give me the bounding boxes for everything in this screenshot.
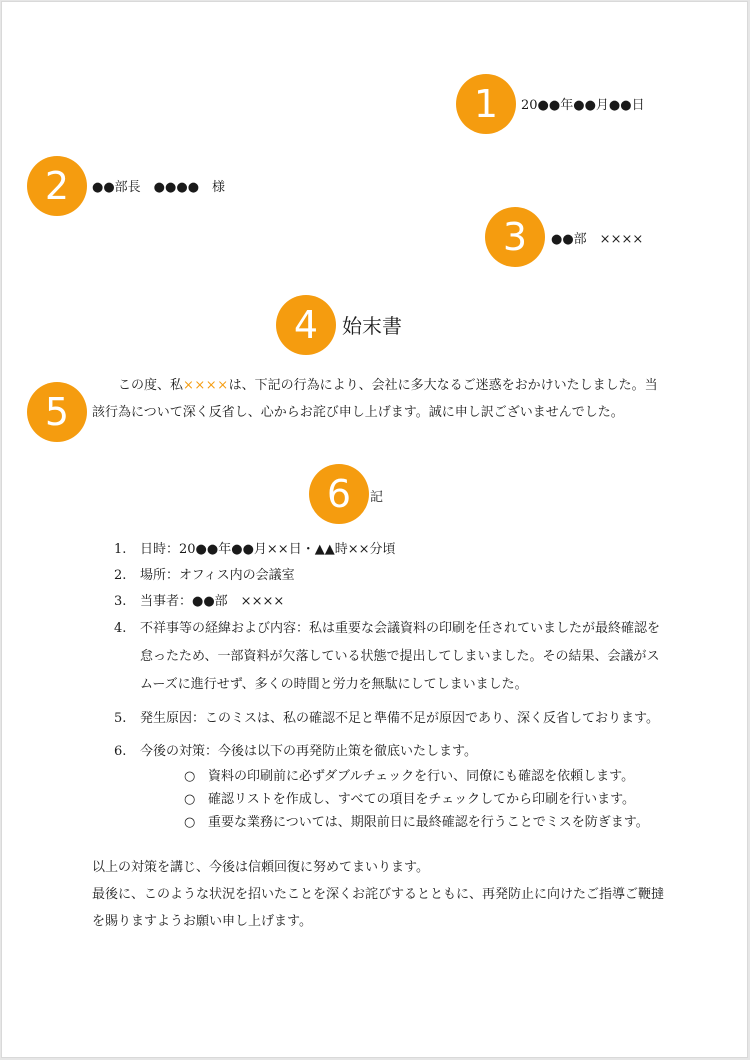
recipient: ●●部長 ●●●● 様 (92, 180, 226, 195)
circle-bullet-icon: ○ (184, 769, 196, 784)
badge-1: 1 (456, 74, 516, 134)
list-item (114, 615, 664, 699)
item-number: 3. (114, 594, 127, 609)
badge-3: 3 (485, 207, 545, 267)
measure-text: 確認リストを作成し、すべての項目をチェックしてから印刷を行います。 (208, 792, 636, 807)
list-item (114, 589, 664, 615)
document-title: 始末書 (342, 314, 402, 338)
closing-text (92, 854, 667, 935)
ki-heading: 記 (370, 490, 384, 505)
badge-5: 5 (27, 382, 87, 442)
item-text: 今後の対策：今後は以下の再発防止策を徹底いたします。 (140, 744, 477, 759)
item-text: 日時：20●●年●●月××日・▲▲時××分頃 (140, 542, 396, 557)
list-item (114, 705, 664, 733)
body-text-after: は、下記の行為により、会社に多大なるご迷惑をおかけいたしました。当該行為について深く反省し、心からお詫び申し上げます。誠に申し訳ございませんでした。 (92, 378, 658, 420)
measure-item (184, 765, 664, 788)
list-item (114, 739, 664, 834)
circle-bullet-icon: ○ (184, 815, 196, 830)
item-number: 6. (114, 744, 127, 759)
item-text: 不祥事等の経緯および内容：私は重要な会議資料の印刷を任されていましたが最終確認を怠ったため、一部資料が欠落している状態で提出してしまいました。その結果、会議がスムーズに進行せず、多くの時間と労力を無駄にしてしまいました。 (140, 621, 661, 692)
item-text: 場所：オフィス内の会議室 (140, 568, 295, 583)
sender: ●●部 ×××× (551, 232, 644, 247)
list-item (114, 563, 664, 589)
badge-4: 4 (276, 295, 336, 355)
measure-text: 重要な業務については、期限前日に最終確認を行うことでミスを防ぎます。 (208, 815, 649, 830)
measure-text: 資料の印刷前に必ずダブルチェックを行い、同僚にも確認を依頼します。 (208, 769, 635, 784)
measures-list (140, 765, 664, 834)
body-text-before: この度、私 (118, 378, 184, 393)
badge-2: 2 (27, 156, 87, 216)
item-text: 発生原因：このミスは、私の確認不足と準備不足が原因であり、深く反省しております。 (140, 711, 659, 726)
badge-6: 6 (309, 464, 369, 524)
measure-item (184, 811, 664, 834)
closing-line-2: 最後に、このような状況を招いたことを深くお詫びするとともに、再発防止に向けたご指導ご鞭撻を賜りますようお願い申し上げます。 (92, 887, 665, 929)
circle-bullet-icon: ○ (184, 792, 196, 807)
date: 20●●年●●月●●日 (521, 98, 645, 113)
item-number: 4. (114, 621, 127, 636)
closing-line-1: 以上の対策を講じ、今後は信頼回復に努めてまいります。 (92, 860, 429, 875)
details-list (114, 537, 664, 834)
highlighted-name: ×××× (183, 378, 229, 393)
item-text: 当事者：●●部 ×××× (140, 594, 285, 609)
measure-item (184, 788, 664, 811)
item-number: 2. (114, 568, 127, 583)
body-paragraph (92, 372, 662, 426)
document-page (1, 1, 748, 1058)
item-number: 5. (114, 711, 127, 726)
item-number: 1. (114, 542, 127, 557)
list-item (114, 537, 664, 563)
